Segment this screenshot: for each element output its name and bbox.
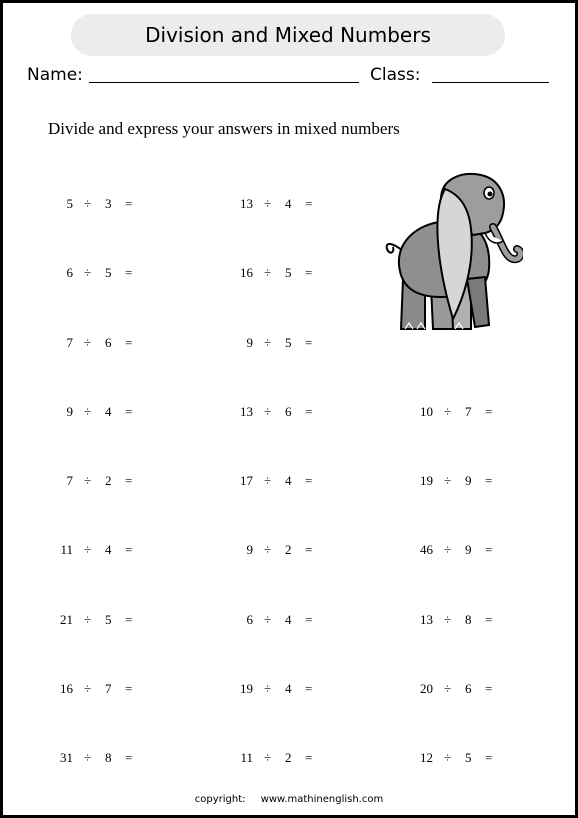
division-sign: ÷ bbox=[84, 750, 92, 765]
dividend: 17 bbox=[240, 473, 253, 488]
equals-sign: = bbox=[125, 750, 133, 765]
divisor: 5 bbox=[465, 750, 472, 765]
dividend: 19 bbox=[240, 681, 253, 696]
division-sign: ÷ bbox=[444, 612, 452, 627]
division-sign: ÷ bbox=[444, 404, 452, 419]
equals-sign: = bbox=[305, 750, 313, 765]
division-sign: ÷ bbox=[444, 681, 452, 696]
division-sign: ÷ bbox=[444, 750, 452, 765]
division-sign: ÷ bbox=[264, 196, 272, 211]
equals-sign: = bbox=[305, 542, 313, 557]
divisor: 4 bbox=[285, 612, 292, 627]
problem-item bbox=[51, 750, 141, 770]
divisor: 9 bbox=[465, 542, 472, 557]
divisor: 2 bbox=[105, 473, 112, 488]
problem-item bbox=[231, 196, 321, 216]
problem-item bbox=[51, 404, 141, 424]
problem-item bbox=[411, 473, 501, 493]
dividend: 11 bbox=[60, 542, 73, 557]
division-sign: ÷ bbox=[84, 265, 92, 280]
dividend: 9 bbox=[246, 542, 253, 557]
dividend: 13 bbox=[240, 404, 253, 419]
problem-item bbox=[51, 681, 141, 701]
equals-sign: = bbox=[305, 473, 313, 488]
division-sign: ÷ bbox=[264, 335, 272, 350]
equals-sign: = bbox=[485, 542, 493, 557]
divisor: 5 bbox=[285, 265, 292, 280]
equals-sign: = bbox=[305, 404, 313, 419]
equals-sign: = bbox=[485, 681, 493, 696]
problem-item bbox=[231, 473, 321, 493]
class-blank-line bbox=[432, 82, 549, 83]
problem-item bbox=[411, 750, 501, 770]
dividend: 12 bbox=[420, 750, 433, 765]
dividend: 11 bbox=[240, 750, 253, 765]
division-sign: ÷ bbox=[264, 681, 272, 696]
problem-item bbox=[231, 750, 321, 770]
division-sign: ÷ bbox=[264, 750, 272, 765]
problem-item bbox=[51, 542, 141, 562]
dividend: 21 bbox=[60, 612, 73, 627]
divisor: 6 bbox=[105, 335, 112, 350]
dividend: 6 bbox=[246, 612, 253, 627]
site-link[interactable]: www.mathinenglish.com bbox=[260, 794, 384, 805]
problem-item bbox=[51, 473, 141, 493]
dividend: 13 bbox=[240, 196, 253, 211]
division-sign: ÷ bbox=[264, 473, 272, 488]
division-sign: ÷ bbox=[264, 542, 272, 557]
divisor: 2 bbox=[285, 542, 292, 557]
divisor: 5 bbox=[285, 335, 292, 350]
student-info-row bbox=[27, 63, 551, 91]
problem-item bbox=[51, 196, 141, 216]
divisor: 8 bbox=[465, 612, 472, 627]
equals-sign: = bbox=[485, 750, 493, 765]
equals-sign: = bbox=[305, 681, 313, 696]
dividend: 6 bbox=[66, 265, 73, 280]
problem-item bbox=[411, 612, 501, 632]
equals-sign: = bbox=[125, 196, 133, 211]
problem-item bbox=[411, 681, 501, 701]
page-title: Division and Mixed Numbers bbox=[71, 14, 505, 56]
equals-sign: = bbox=[125, 542, 133, 557]
problem-item bbox=[51, 612, 141, 632]
divisor: 7 bbox=[105, 681, 112, 696]
equals-sign: = bbox=[125, 335, 133, 350]
division-sign: ÷ bbox=[84, 335, 92, 350]
equals-sign: = bbox=[125, 612, 133, 627]
divisor: 9 bbox=[465, 473, 472, 488]
equals-sign: = bbox=[305, 612, 313, 627]
equals-sign: = bbox=[305, 196, 313, 211]
problem-item bbox=[411, 404, 501, 424]
equals-sign: = bbox=[485, 612, 493, 627]
divisor: 3 bbox=[105, 196, 112, 211]
problem-item bbox=[51, 265, 141, 285]
equals-sign: = bbox=[125, 265, 133, 280]
dividend: 16 bbox=[60, 681, 73, 696]
divisor: 4 bbox=[285, 681, 292, 696]
problem-item bbox=[231, 681, 321, 701]
divisor: 7 bbox=[465, 404, 472, 419]
problem-item bbox=[231, 542, 321, 562]
equals-sign: = bbox=[125, 473, 133, 488]
divisor: 4 bbox=[105, 404, 112, 419]
dividend: 7 bbox=[66, 473, 73, 488]
division-sign: ÷ bbox=[84, 681, 92, 696]
divisor: 4 bbox=[285, 196, 292, 211]
division-sign: ÷ bbox=[84, 473, 92, 488]
dividend: 13 bbox=[420, 612, 433, 627]
divisor: 4 bbox=[105, 542, 112, 557]
problem-item bbox=[411, 542, 501, 562]
copyright-label: copyright: bbox=[194, 794, 246, 805]
equals-sign: = bbox=[485, 404, 493, 419]
division-sign: ÷ bbox=[84, 404, 92, 419]
dividend: 20 bbox=[420, 681, 433, 696]
name-label: Name: bbox=[27, 65, 83, 85]
divisor: 6 bbox=[285, 404, 292, 419]
divisor: 5 bbox=[105, 265, 112, 280]
dividend: 16 bbox=[240, 265, 253, 280]
dividend: 9 bbox=[246, 335, 253, 350]
dividend: 5 bbox=[66, 196, 73, 211]
division-sign: ÷ bbox=[264, 404, 272, 419]
division-sign: ÷ bbox=[84, 196, 92, 211]
equals-sign: = bbox=[125, 404, 133, 419]
problem-item bbox=[231, 404, 321, 424]
footer bbox=[3, 794, 575, 805]
division-sign: ÷ bbox=[84, 612, 92, 627]
equals-sign: = bbox=[305, 265, 313, 280]
problem-item bbox=[231, 335, 321, 355]
class-label: Class: bbox=[370, 65, 421, 85]
dividend: 19 bbox=[420, 473, 433, 488]
division-sign: ÷ bbox=[264, 265, 272, 280]
equals-sign: = bbox=[485, 473, 493, 488]
division-sign: ÷ bbox=[264, 612, 272, 627]
equals-sign: = bbox=[125, 681, 133, 696]
division-sign: ÷ bbox=[444, 542, 452, 557]
divisor: 6 bbox=[465, 681, 472, 696]
dividend: 46 bbox=[420, 542, 433, 557]
dividend: 31 bbox=[60, 750, 73, 765]
problem-item bbox=[231, 265, 321, 285]
divisor: 4 bbox=[285, 473, 292, 488]
problem-item bbox=[231, 612, 321, 632]
dividend: 9 bbox=[66, 404, 73, 419]
name-blank-line bbox=[89, 82, 359, 83]
elephant-icon bbox=[381, 169, 523, 335]
equals-sign: = bbox=[305, 335, 313, 350]
division-sign: ÷ bbox=[444, 473, 452, 488]
divisor: 5 bbox=[105, 612, 112, 627]
divisor: 2 bbox=[285, 750, 292, 765]
dividend: 7 bbox=[66, 335, 73, 350]
problem-item bbox=[51, 335, 141, 355]
dividend: 10 bbox=[420, 404, 433, 419]
division-sign: ÷ bbox=[84, 542, 92, 557]
divisor: 8 bbox=[105, 750, 112, 765]
instructions: Divide and express your answers in mixed numbers bbox=[48, 119, 400, 138]
